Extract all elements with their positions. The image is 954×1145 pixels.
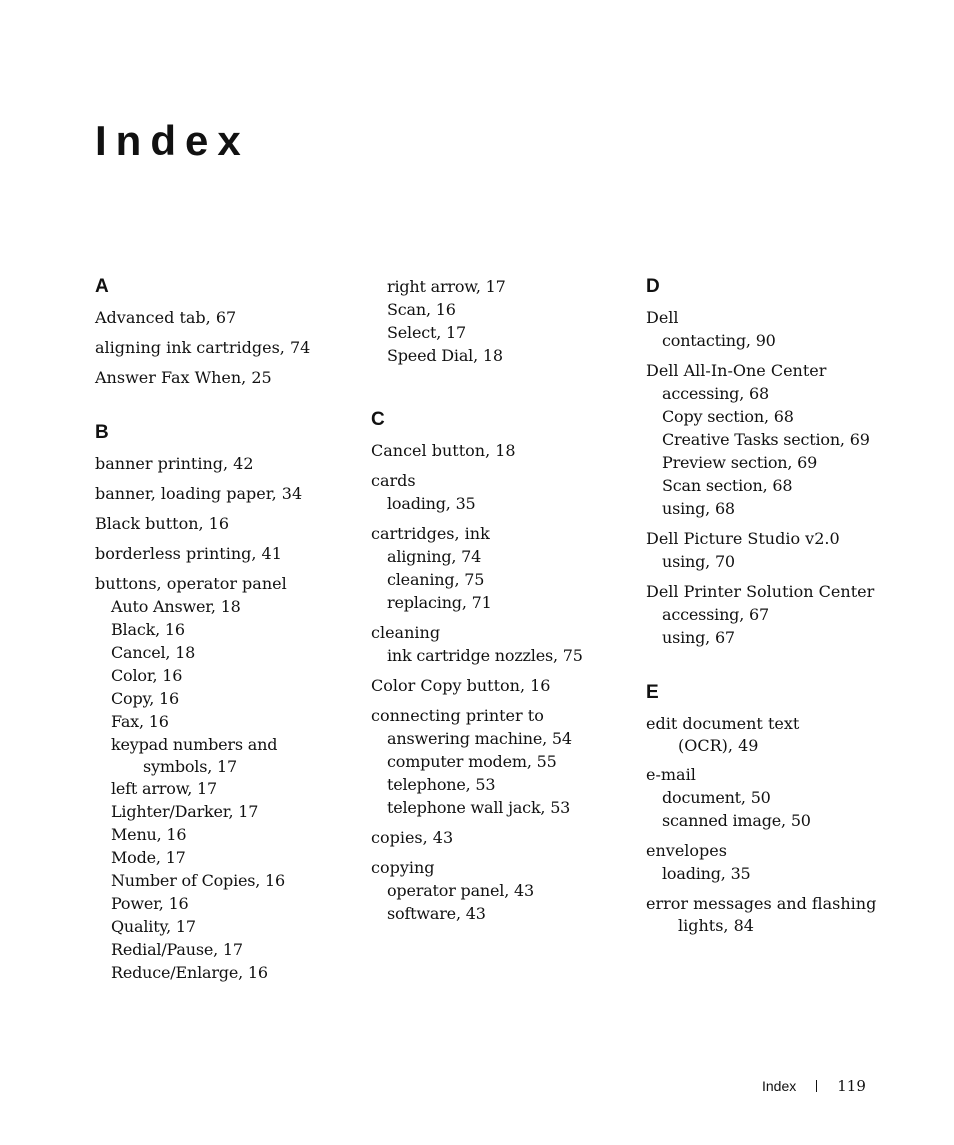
index-subentry: scanned image, 50	[662, 811, 811, 830]
index-subentry: replacing, 71	[387, 593, 492, 612]
index-entry	[646, 527, 906, 573]
index-entry	[371, 826, 621, 849]
index-term: error messages and flashing	[646, 894, 877, 913]
index-entry	[95, 482, 345, 505]
index-entry	[646, 892, 906, 936]
index-entry	[646, 839, 906, 885]
index-term: Dell	[646, 308, 679, 327]
index-subentry: Scan, 16	[387, 300, 456, 319]
index-term: Dell All-In-One Center	[646, 361, 827, 380]
index-subentry: Cancel, 18	[111, 643, 196, 662]
index-subentry: operator panel, 43	[387, 881, 534, 900]
index-term: connecting printer to	[371, 706, 544, 725]
index-entry	[95, 336, 345, 359]
index-subentry: accessing, 68	[662, 384, 769, 403]
index-term: cartridges, ink	[371, 524, 490, 543]
index-term: buttons, operator panel	[95, 574, 287, 593]
index-term: Black button, 16	[95, 514, 230, 533]
index-subentry: Quality, 17	[111, 917, 196, 936]
index-entry	[95, 452, 345, 475]
index-section-continued	[371, 275, 621, 367]
index-entry	[646, 359, 906, 520]
index-subentry: using, 68	[662, 499, 735, 518]
index-term: copies, 43	[371, 828, 454, 847]
index-subentry: using, 70	[662, 552, 735, 571]
index-entry	[646, 712, 906, 756]
index-subentry: Menu, 16	[111, 825, 187, 844]
index-subentry: answering machine, 54	[387, 729, 572, 748]
index-subentry: software, 43	[387, 904, 486, 923]
index-subentry: Preview section, 69	[662, 453, 818, 472]
index-term: cards	[371, 471, 416, 490]
index-term: Answer Fax When, 25	[95, 368, 272, 387]
index-entry	[371, 621, 621, 667]
index-term: Advanced tab, 67	[95, 308, 237, 327]
index-section-c	[371, 408, 621, 925]
index-section-a	[95, 275, 345, 389]
index-entry	[95, 512, 345, 535]
index-entry	[95, 572, 345, 984]
index-subentry: accessing, 67	[662, 605, 769, 624]
index-subentry: Auto Answer, 18	[111, 597, 241, 616]
index-term: Cancel button, 18	[371, 441, 516, 460]
index-term-continuation: lights, 84	[678, 916, 754, 935]
index-entry	[371, 856, 621, 925]
page-title: Index	[95, 117, 250, 164]
section-letter: D	[646, 276, 660, 297]
index-subentry: Creative Tasks section, 69	[662, 430, 870, 449]
index-entry	[371, 439, 621, 462]
index-term: aligning ink cartridges, 74	[95, 338, 311, 357]
index-entry	[646, 763, 906, 832]
index-subentry: Black, 16	[111, 620, 185, 639]
index-entry	[95, 542, 345, 565]
page-footer	[762, 1075, 866, 1097]
index-subentry: Number of Copies, 16	[111, 871, 286, 890]
index-term: copying	[371, 858, 435, 877]
index-subentry-continuation: symbols, 17	[143, 757, 237, 776]
index-subentry: Copy section, 68	[662, 407, 794, 426]
index-subentry: Power, 16	[111, 894, 189, 913]
index-subentry: Speed Dial, 18	[387, 346, 503, 365]
index-section-b	[95, 421, 345, 984]
index-term: banner, loading paper, 34	[95, 484, 303, 503]
section-letter: C	[371, 409, 385, 430]
index-subentry: left arrow, 17	[111, 779, 218, 798]
index-entry	[371, 469, 621, 515]
index-subentry: Select, 17	[387, 323, 466, 342]
index-subentry: Scan section, 68	[662, 476, 793, 495]
section-letter: E	[646, 682, 659, 703]
index-subentry: Redial/Pause, 17	[111, 940, 243, 959]
index-entry	[371, 522, 621, 614]
index-subentry: telephone wall jack, 53	[387, 798, 571, 817]
index-entry	[646, 306, 906, 352]
index-subentry: loading, 35	[662, 864, 751, 883]
index-subentry: ink cartridge nozzles, 75	[387, 646, 583, 665]
page-number: 119	[837, 1077, 866, 1095]
index-term: Dell Printer Solution Center	[646, 582, 875, 601]
index-column-3	[646, 275, 906, 943]
index-term: edit document text	[646, 714, 800, 733]
section-letter: A	[95, 276, 109, 297]
index-subentry: telephone, 53	[387, 775, 496, 794]
index-subentry: contacting, 90	[662, 331, 776, 350]
index-subentry: keypad numbers and	[111, 735, 278, 754]
index-subentry: Reduce/Enlarge, 16	[111, 963, 268, 982]
index-entry	[371, 275, 621, 367]
index-term: e-mail	[646, 765, 696, 784]
index-subentry: Color, 16	[111, 666, 183, 685]
index-term: cleaning	[371, 623, 441, 642]
index-term: banner printing, 42	[95, 454, 254, 473]
footer-section-label: Index	[762, 1078, 797, 1094]
index-subentry: cleaning, 75	[387, 570, 485, 589]
index-subentry: loading, 35	[387, 494, 476, 513]
index-subentry: using, 67	[662, 628, 735, 647]
index-term: Dell Picture Studio v2.0	[646, 529, 840, 548]
index-subentry: Mode, 17	[111, 848, 186, 867]
index-term: Color Copy button, 16	[371, 676, 551, 695]
index-term: envelopes	[646, 841, 727, 860]
index-section-e	[646, 681, 906, 936]
index-term: borderless printing, 41	[95, 544, 282, 563]
index-entry	[371, 674, 621, 697]
index-entry	[95, 306, 345, 329]
index-subentry: right arrow, 17	[387, 277, 506, 296]
index-term-continuation: (OCR), 49	[678, 736, 759, 755]
index-column-1	[95, 275, 345, 991]
index-entry	[646, 580, 906, 649]
section-letter: B	[95, 422, 109, 443]
index-subentry: Lighter/Darker, 17	[111, 802, 259, 821]
footer-divider	[816, 1080, 817, 1092]
index-subentry: Fax, 16	[111, 712, 169, 731]
index-subentry: aligning, 74	[387, 547, 482, 566]
index-subentry: document, 50	[662, 788, 771, 807]
index-column-2	[371, 275, 621, 932]
index-entry	[371, 704, 621, 819]
index-section-d	[646, 275, 906, 649]
index-entry	[95, 366, 345, 389]
index-subentry: computer modem, 55	[387, 752, 557, 771]
index-subentry: Copy, 16	[111, 689, 179, 708]
